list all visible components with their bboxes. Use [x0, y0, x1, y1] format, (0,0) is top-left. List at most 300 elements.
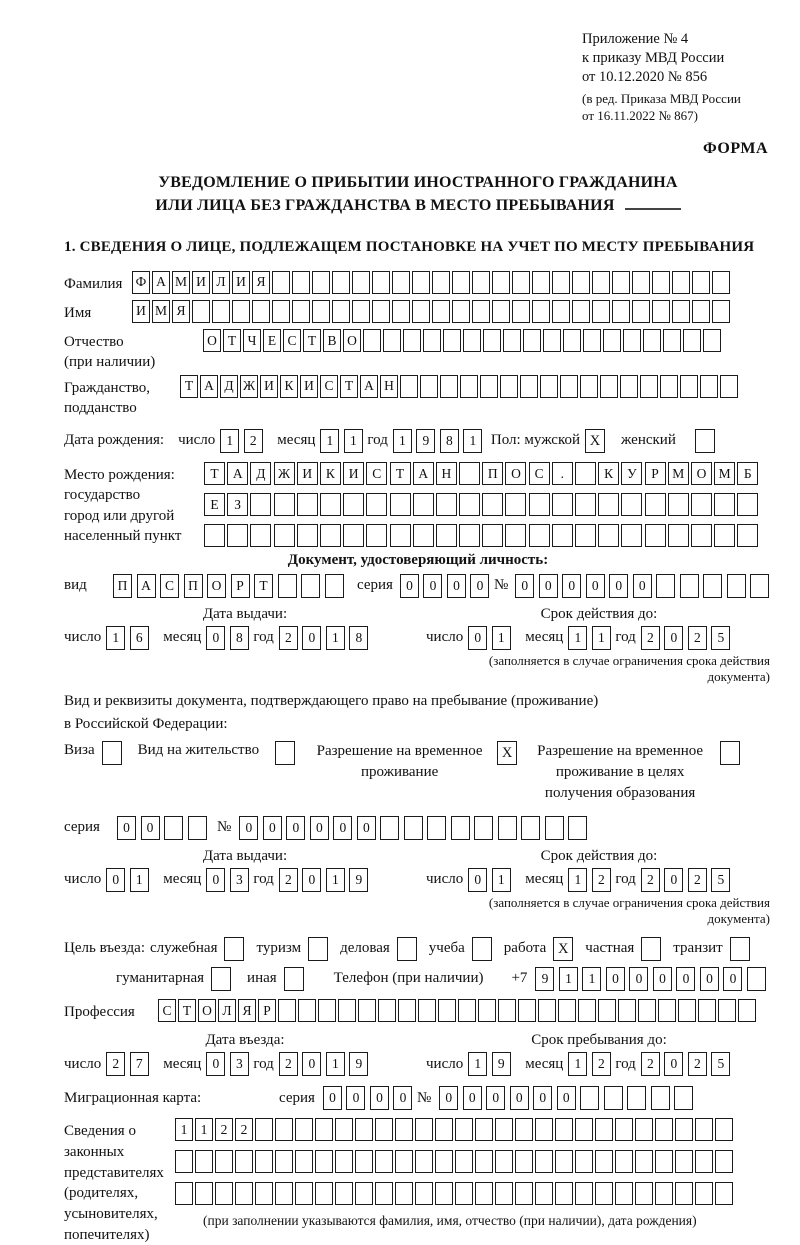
entry-stay-dates: [64, 1032, 772, 1076]
representatives-note: (при заполнении указываются фамилия, имя, отчество (при наличии), дата рождения): [203, 1213, 697, 1229]
citizenship-sublabel: подданство: [64, 399, 137, 416]
amendment-line: (в ред. Приказа МВД России: [582, 91, 741, 107]
char-box: [460, 375, 478, 398]
purpose-work-label: работа: [503, 940, 547, 957]
char-box: 0: [206, 626, 225, 650]
char-box: Т: [340, 375, 358, 398]
char-box: [621, 493, 642, 516]
char-box: П: [113, 574, 132, 598]
char-box: [363, 329, 381, 352]
seriya-label: серия: [64, 819, 100, 836]
char-box: 0: [723, 967, 742, 991]
representatives-boxes-row2: [175, 1150, 735, 1173]
char-box: [604, 1086, 623, 1110]
char-box: [272, 271, 290, 294]
char-box: 0: [206, 1052, 225, 1076]
representatives-boxes-row1: [175, 1118, 735, 1141]
char-box: [315, 1182, 333, 1205]
citizenship-boxes: [180, 375, 740, 398]
char-box: 0: [676, 967, 695, 991]
char-box: 1: [492, 868, 511, 892]
purpose-study-checkbox: [472, 937, 492, 961]
visa-label: Виза: [64, 742, 95, 759]
char-box: 2: [592, 868, 611, 892]
char-box: [459, 493, 480, 516]
year-label: год: [253, 629, 274, 646]
char-box: 0: [664, 626, 683, 650]
patronymic-sublabel: (при наличии): [64, 354, 156, 371]
char-box: И: [260, 375, 278, 398]
entry-year-boxes: [279, 1052, 373, 1076]
char-box: [472, 300, 490, 323]
char-box: [480, 375, 498, 398]
char-box: [652, 300, 670, 323]
char-box: [495, 1118, 513, 1141]
char-box: О: [343, 329, 361, 352]
char-box: [413, 524, 434, 547]
char-box: [366, 524, 387, 547]
char-box: [545, 816, 564, 840]
month-label: месяц: [525, 1055, 564, 1072]
char-box: Т: [254, 574, 273, 598]
char-box: С: [283, 329, 301, 352]
appendix-line: к приказу МВД России: [582, 50, 725, 67]
representatives-label-line: (родителях,: [64, 1185, 139, 1202]
char-box: [325, 574, 344, 598]
char-box: [683, 329, 701, 352]
char-box: [204, 524, 225, 547]
char-box: [595, 1150, 613, 1173]
char-box: [315, 1118, 333, 1141]
char-box: [615, 1182, 633, 1205]
char-box: [651, 1086, 670, 1110]
day-label: число: [178, 432, 216, 449]
char-box: 2: [235, 1118, 253, 1141]
char-box: [572, 300, 590, 323]
char-box: Я: [238, 999, 256, 1022]
char-box: Д: [220, 375, 238, 398]
char-box: [320, 493, 341, 516]
char-box: [655, 1118, 673, 1141]
seriya-label: серия: [279, 1089, 315, 1106]
char-box: Т: [178, 999, 196, 1022]
appendix-line: Приложение № 4: [582, 31, 689, 47]
char-box: П: [482, 462, 503, 485]
char-box: [452, 271, 470, 294]
char-box: [395, 1118, 413, 1141]
char-box: [297, 524, 318, 547]
purpose-humanitarian-label: гуманитарная: [116, 970, 205, 987]
char-box: [552, 524, 573, 547]
char-box: [343, 493, 364, 516]
purpose-business-label: деловая: [340, 940, 390, 957]
char-box: 0: [357, 816, 376, 840]
char-box: [663, 329, 681, 352]
char-box: [595, 1182, 613, 1205]
char-box: М: [714, 462, 735, 485]
number-label: №: [493, 577, 509, 594]
year-label: год: [615, 1055, 636, 1072]
char-box: 0: [323, 1086, 342, 1110]
char-box: [598, 493, 619, 516]
char-box: 0: [423, 574, 442, 598]
char-box: [482, 493, 503, 516]
char-box: [390, 524, 411, 547]
char-box: 0: [468, 626, 487, 650]
char-box: [505, 493, 526, 516]
char-box: [435, 1118, 453, 1141]
char-box: Я: [252, 271, 270, 294]
char-box: [455, 1118, 473, 1141]
char-box: [212, 300, 230, 323]
purpose-other-label: иная: [247, 970, 277, 987]
char-box: [552, 493, 573, 516]
char-box: [418, 999, 436, 1022]
char-box: [580, 1086, 599, 1110]
residence-issue-day-boxes: [106, 868, 153, 892]
char-box: [712, 271, 730, 294]
char-box: 0: [286, 816, 305, 840]
stay-month-boxes: [568, 1052, 615, 1076]
char-box: 0: [141, 816, 160, 840]
char-box: Т: [223, 329, 241, 352]
char-box: [255, 1118, 273, 1141]
char-box: [615, 1118, 633, 1141]
char-box: 9: [492, 1052, 511, 1076]
char-box: 1: [582, 967, 601, 991]
char-box: 0: [263, 816, 282, 840]
char-box: И: [132, 300, 150, 323]
char-box: [715, 1150, 733, 1173]
char-box: [618, 999, 636, 1022]
representatives-label-line: законных: [64, 1143, 125, 1160]
char-box: 8: [440, 429, 459, 453]
issue-date-header: Дата выдачи:: [202, 848, 288, 865]
month-label: месяц: [163, 1055, 202, 1072]
char-box: [575, 493, 596, 516]
char-box: [560, 375, 578, 398]
char-box: [355, 1150, 373, 1173]
char-box: [495, 1182, 513, 1205]
char-box: 7: [130, 1052, 149, 1076]
phone-prefix: +7: [511, 970, 528, 987]
char-box: А: [137, 574, 156, 598]
residence-doc-dates: [64, 848, 772, 927]
char-box: 1: [175, 1118, 193, 1141]
char-box: [535, 1118, 553, 1141]
citizenship-label: Гражданство,: [64, 379, 151, 396]
char-box: [358, 999, 376, 1022]
day-label: число: [64, 871, 102, 888]
char-box: [720, 375, 738, 398]
char-box: [175, 1182, 193, 1205]
char-box: 5: [711, 868, 730, 892]
char-box: [555, 1118, 573, 1141]
purpose-private-label: частная: [585, 940, 635, 957]
char-box: [580, 375, 598, 398]
char-box: [555, 1182, 573, 1205]
char-box: 9: [349, 868, 368, 892]
char-box: 1: [106, 626, 125, 650]
char-box: О: [691, 462, 712, 485]
day-label: число: [64, 629, 102, 646]
char-box: 2: [641, 626, 660, 650]
form-label: ФОРМА: [702, 140, 768, 158]
char-box: 1: [568, 1052, 587, 1076]
purpose-humanitarian-checkbox: [211, 967, 231, 991]
char-box: [436, 493, 457, 516]
char-box: [621, 524, 642, 547]
residence-valid-month-boxes: [568, 868, 615, 892]
char-box: [195, 1182, 213, 1205]
char-box: 0: [447, 574, 466, 598]
purpose-official-label: служебная: [149, 940, 218, 957]
char-box: К: [280, 375, 298, 398]
char-box: [532, 271, 550, 294]
char-box: [355, 1118, 373, 1141]
char-box: Л: [218, 999, 236, 1022]
char-box: [692, 271, 710, 294]
profession-row: [64, 999, 772, 1022]
birth-place-sublabel-city2: населенный пункт: [64, 527, 182, 544]
char-box: [423, 329, 441, 352]
representatives-label-line: Сведения о: [64, 1123, 136, 1140]
form-title-line2: ИЛИ ЛИЦА БЕЗ ГРАЖДАНСТВА В МЕСТО ПРЕБЫВАНИЯ: [64, 194, 772, 217]
phone-boxes: [535, 967, 770, 991]
char-box: 3: [230, 1052, 249, 1076]
migration-number-boxes: [439, 1086, 698, 1110]
doc-seriya-boxes: [400, 574, 494, 598]
doc-kind-label: вид: [64, 577, 87, 594]
lastname-label: Фамилия: [64, 275, 123, 292]
char-box: [274, 524, 295, 547]
char-box: [452, 300, 470, 323]
char-box: 0: [653, 967, 672, 991]
char-box: [227, 524, 248, 547]
representatives-block: [64, 1118, 772, 1245]
year-label: год: [615, 629, 636, 646]
char-box: [668, 524, 689, 547]
char-box: Ж: [274, 462, 295, 485]
char-box: [598, 524, 619, 547]
char-box: [427, 816, 446, 840]
valid-year-boxes: [641, 626, 735, 650]
char-box: [398, 999, 416, 1022]
char-box: 0: [302, 868, 321, 892]
char-box: [575, 524, 596, 547]
char-box: 0: [400, 574, 419, 598]
identity-doc-row: [64, 574, 772, 598]
char-box: [335, 1118, 353, 1141]
doc-number-boxes: [515, 574, 774, 598]
temp-residence-label: Разрешение на временное проживание: [316, 743, 483, 781]
char-box: [315, 1150, 333, 1173]
char-box: [632, 300, 650, 323]
char-box: 8: [230, 626, 249, 650]
section1-heading: 1. СВЕДЕНИЯ О ЛИЦЕ, ПОДЛЕЖАЩЕМ ПОСТАНОВКЕ НА УЧЕТ ПО МЕСТУ ПРЕБЫВАНИЯ: [64, 238, 755, 255]
firstname-label: Имя: [64, 304, 92, 321]
char-box: [529, 493, 550, 516]
char-box: [512, 300, 530, 323]
char-box: Т: [303, 329, 321, 352]
char-box: [412, 271, 430, 294]
seriya-label: серия: [357, 577, 393, 594]
issue-month-boxes: [206, 626, 253, 650]
char-box: [332, 300, 350, 323]
char-box: [412, 300, 430, 323]
patronymic-boxes: [203, 329, 723, 352]
char-box: [435, 1150, 453, 1173]
char-box: К: [320, 462, 341, 485]
char-box: [600, 375, 618, 398]
purpose-private-checkbox: [641, 937, 661, 961]
char-box: К: [598, 462, 619, 485]
char-box: 0: [239, 816, 258, 840]
char-box: 0: [664, 868, 683, 892]
char-box: [658, 999, 676, 1022]
char-box: С: [320, 375, 338, 398]
char-box: 1: [568, 868, 587, 892]
day-label: число: [64, 1055, 102, 1072]
char-box: [380, 816, 399, 840]
char-box: [691, 493, 712, 516]
char-box: [435, 1182, 453, 1205]
char-box: [535, 1182, 553, 1205]
purpose-transit-label: транзит: [673, 940, 723, 957]
char-box: [404, 816, 423, 840]
education-residence-checkbox: [720, 741, 740, 765]
char-box: 1: [592, 626, 611, 650]
char-box: 2: [244, 429, 263, 453]
char-box: [420, 375, 438, 398]
char-box: 2: [279, 1052, 298, 1076]
valid-month-boxes: [568, 626, 615, 650]
char-box: [603, 329, 621, 352]
char-box: [674, 1086, 693, 1110]
birth-place-sublabel-city1: город или другой: [64, 507, 175, 524]
char-box: 2: [279, 868, 298, 892]
char-box: [375, 1182, 393, 1205]
char-box: [635, 1150, 653, 1173]
char-box: 2: [688, 868, 707, 892]
char-box: 0: [629, 967, 648, 991]
char-box: [529, 524, 550, 547]
char-box: Ф: [132, 271, 150, 294]
char-box: 2: [688, 1052, 707, 1076]
purpose-study-label: учеба: [428, 940, 465, 957]
phone-label: Телефон (при наличии): [333, 970, 484, 987]
issue-date-header: Дата выдачи:: [202, 606, 288, 623]
lastname-boxes: [132, 271, 732, 294]
char-box: [595, 1118, 613, 1141]
char-box: [475, 1150, 493, 1173]
char-box: [192, 300, 210, 323]
char-box: [645, 493, 666, 516]
birth-day-boxes: [220, 429, 267, 453]
char-box: [436, 524, 457, 547]
char-box: 1: [220, 429, 239, 453]
char-box: [575, 462, 596, 485]
char-box: .: [552, 462, 573, 485]
patronymic-label: Отчество: [64, 334, 124, 351]
char-box: [366, 493, 387, 516]
char-box: 1: [393, 429, 412, 453]
char-box: [680, 375, 698, 398]
char-box: [392, 271, 410, 294]
char-box: [675, 1182, 693, 1205]
entry-month-boxes: [206, 1052, 253, 1076]
char-box: [515, 1182, 533, 1205]
issue-year-boxes: [279, 626, 373, 650]
char-box: [475, 1118, 493, 1141]
purpose-transit-checkbox: [730, 937, 750, 961]
char-box: С: [160, 574, 179, 598]
char-box: [355, 1182, 373, 1205]
char-box: 0: [302, 626, 321, 650]
visit-purpose-row: [64, 937, 772, 961]
char-box: [714, 493, 735, 516]
char-box: [575, 1118, 593, 1141]
purpose-official-checkbox: [224, 937, 244, 961]
char-box: [312, 271, 330, 294]
char-box: [700, 375, 718, 398]
char-box: [715, 1118, 733, 1141]
char-box: 1: [326, 626, 345, 650]
char-box: 2: [641, 868, 660, 892]
char-box: 0: [439, 1086, 458, 1110]
char-box: 3: [230, 868, 249, 892]
char-box: 0: [117, 816, 136, 840]
char-box: С: [529, 462, 550, 485]
doc-kind-boxes: [113, 574, 348, 598]
patronymic-row: [64, 329, 772, 373]
char-box: [575, 1182, 593, 1205]
valid-day-boxes: [468, 626, 515, 650]
char-box: Д: [250, 462, 271, 485]
char-box: 0: [515, 574, 534, 598]
char-box: Ж: [240, 375, 258, 398]
char-box: О: [203, 329, 221, 352]
char-box: [727, 574, 746, 598]
char-box: [318, 999, 336, 1022]
option-residence-permit: [138, 741, 295, 765]
identity-doc-dates: [64, 606, 772, 685]
char-box: Т: [180, 375, 198, 398]
char-box: [295, 1182, 313, 1205]
char-box: [352, 300, 370, 323]
identity-doc-heading: Документ, удостоверяющий личность:: [287, 552, 549, 569]
char-box: 1: [130, 868, 149, 892]
char-box: 0: [486, 1086, 505, 1110]
char-box: Н: [436, 462, 457, 485]
char-box: Л: [212, 271, 230, 294]
residence-permit-checkbox: [275, 741, 295, 765]
representatives-boxes-row3: [175, 1182, 735, 1205]
char-box: [278, 999, 296, 1022]
purpose-label: Цель въезда:: [64, 940, 145, 957]
char-box: [498, 816, 517, 840]
char-box: 0: [333, 816, 352, 840]
birth-place-label: Место рождения:: [64, 467, 175, 484]
char-box: 1: [195, 1118, 213, 1141]
valid-until-header: Срок действия до:: [540, 848, 658, 865]
char-box: 6: [130, 626, 149, 650]
char-box: [672, 300, 690, 323]
form-title-line1: УВЕДОМЛЕНИЕ О ПРИБЫТИИ ИНОСТРАННОГО ГРАЖДАНИНА: [158, 174, 678, 192]
char-box: 1: [568, 626, 587, 650]
char-box: [737, 524, 758, 547]
char-box: [403, 329, 421, 352]
